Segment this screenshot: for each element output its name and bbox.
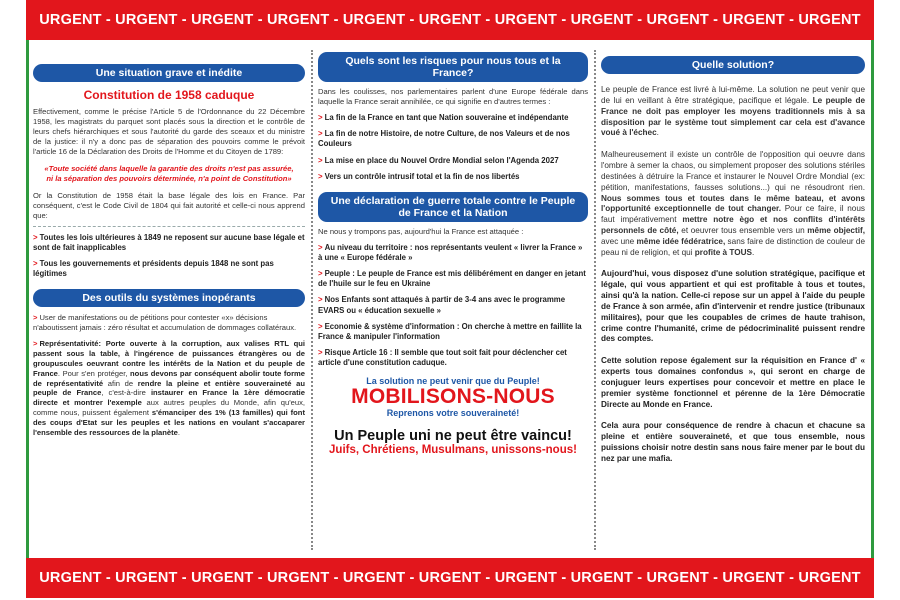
paragraph-consequence: Cela aura pour conséquence de rendre à chacun et chacune sa pleine et entière souveraineté, et que tous ensemble, nous puissions choisir notre destin sans nous faire mener par le bout du nez par une mafia. — [601, 421, 865, 463]
arrow-icon: > — [33, 259, 38, 269]
paragraph-text: avec une — [601, 236, 637, 246]
bullet-manifestations — [33, 313, 305, 333]
attack-item — [318, 269, 588, 289]
attack-item — [318, 348, 588, 368]
heading-risques: Quels sont les risques pour nous tous et la France? — [318, 52, 588, 82]
paragraph-text: . — [751, 247, 755, 257]
arrow-icon: > — [318, 171, 323, 181]
divider — [33, 226, 305, 227]
arrow-icon: > — [318, 242, 323, 252]
bullet-representativite — [33, 339, 305, 438]
paragraph-code-civil: Or la Constitution de 1958 était la base légale des lois en France. Par conséquent, c'est le Code Civil de 1804 qui fait autorité et celle-ci nous apprend que: — [33, 190, 305, 220]
paragraph-bold: Nous sommes tous et toutes dans le même bateau, et avons l'opportunité exceptionnelle de tout changer. — [601, 193, 865, 214]
attack-text: Au niveau du territoire : nos représentants veulent « livrer la France » à une « Europe fédérale » — [318, 242, 583, 263]
paragraph-bold: même objectif, — [807, 226, 865, 235]
bullet-bold: s'émanciper des 1% (13 familles) qui font des coups d'Etat sur les peuples et les nations en voulant s'accaparer l'ensemble des ressources de la planète — [33, 408, 305, 437]
column-risques — [318, 46, 588, 554]
attack-item — [318, 243, 588, 263]
bullet-text: Tous les gouvernements et présidents depuis 1848 ne sont pas légitimes — [33, 259, 274, 279]
bullet-lead: Représentativité: Porte ouverte à la corruption, aux valises RTL qui passent sous la table, à l'ingérence de puissances étrangères ou de groupuscules oeuvrant contre les intérêts de la Nation et du peuple de France — [33, 339, 305, 378]
bullet-text: , c'est-à-dire — [101, 388, 151, 398]
heading-declaration: Une déclaration de guerre totale contre le Peuple de France et la Nation — [318, 192, 588, 222]
right-green-edge — [871, 40, 874, 558]
paragraph-coulisses: Dans les coulisses, nos parlementaires parlent d'une Europe fédérale dans laquelle la France serait annihilée, ce qui signifie en d'autres termes : — [318, 87, 588, 107]
risk-text: Vers un contrôle intrusif total et la fin de nos libertés — [324, 171, 520, 181]
heading-outils: Des outils du systèmes inopérants — [33, 289, 305, 307]
paragraph-text: Le peuple de France est livré à lui-même. La solution ne peut venir que de lui en veillant à être stratégique, pacifique et légale. — [601, 85, 865, 105]
paragraph-ordonnance: Effectivement, comme le précise l'Article 5 de l'Ordonnance du 22 Décembre 1958, les magistrats du parquet sont placés sous la direction et le contrôle de leurs chefs hiérarchiques et sous l'autorité du garde des sceaux et du ministre de la justice: il n'y a donc pas de séparation des pouvoirs comme le prévoit l'article 16 de la Déclaration des Droits de l'Homme et du Citoyen de 1789: — [33, 107, 305, 157]
bullet-text: aux autres peuples du Monde, afin qu'eux, comme nous, puissent également — [33, 398, 305, 418]
bullet-text: afin de — [103, 378, 138, 388]
paragraph-bold: Le peuple de France ne doit pas employer les moyens traditionnels mis à sa disposition par le système tout simplement car cela est d'avance voué à l'échec — [601, 95, 865, 138]
mobilisation-subtitle: Reprenons votre souveraineté! — [386, 408, 520, 419]
heading-solution: Quelle solution? — [601, 56, 865, 74]
paragraph-text: . — [656, 128, 659, 138]
risk-text: La mise en place du Nouvel Ordre Mondial selon l'Agenda 2027 — [324, 155, 559, 165]
column-divider — [311, 50, 313, 550]
arrow-icon: > — [33, 232, 38, 242]
arrow-icon: > — [318, 295, 323, 305]
risk-text: La fin de notre Histoire, de notre Culture, de nos Valeurs et de nos Couleurs — [318, 129, 570, 149]
arrow-icon: > — [318, 347, 323, 357]
top-urgent-banner: URGENT - URGENT - URGENT - URGENT - URGENT - URGENT - URGENT - URGENT - URGENT - URGENT - URGENT — [26, 0, 874, 40]
bullet-lois — [33, 233, 305, 253]
column-solution — [601, 46, 865, 554]
bullet-text: . Pour s'en protéger, — [57, 368, 131, 378]
bullet-text: User de manifestations ou de pétitions pour contester «x» décisions n'aboutissent jamais : zéro résultat et accumulation de dommages collatéraux. — [33, 313, 297, 333]
paragraph-livre — [601, 85, 865, 139]
slogan-peuple-uni: Un Peuple uni ne peut être vaincu! — [334, 428, 572, 445]
arrow-icon: > — [318, 155, 323, 165]
arrow-icon: > — [318, 129, 323, 139]
bullet-text: . — [177, 427, 181, 437]
paragraph-controle — [601, 150, 865, 258]
quote-ddhc: «Toute société dans laquelle la garantie des droits n'est pas assurée, ni la séparation des pouvoirs déterminée, n'a point de Constitution» — [44, 164, 294, 183]
bullet-gouvernements — [33, 259, 305, 279]
attack-text: Nos Enfants sont attaqués à partir de 3-4 ans avec le programme EVARS ou « éducation sexuelle » — [318, 295, 566, 315]
arrow-icon: > — [33, 313, 38, 323]
risk-item — [318, 113, 588, 123]
paragraph-text: Pour ce faire, il nous faut impérativement — [601, 204, 865, 225]
risk-item — [318, 172, 588, 182]
bullet-text: Toutes les lois ultérieures à 1849 ne reposent sur aucune base légale et sont de fait inapplicables — [33, 232, 305, 253]
subtitle-constitution: Constitution de 1958 caduque — [83, 88, 255, 103]
slogan-unissons: Juifs, Chrétiens, Musulmans, unissons-nous! — [329, 444, 577, 457]
paragraph-solution-armee: Aujourd'hui, vous disposez d'une solution stratégique, pacifique et légale, qui vous appartient et qui est profitable à tous et toutes, ainsi qu'à la nation. Celle-ci repose sur un appel à l'aide du peuple de France à son armée, afin d'intervenir et rendre justice (tribunaux militaires), pour que les coupables de crimes de haute trahison, crime contre l'humanité, crime de pédocriminalité puissent rendre des comptes. — [601, 269, 865, 344]
column-situation — [33, 46, 305, 554]
paragraph-bold: mettre notre ègo et nos conflits d'intérêts personnels de côté, — [601, 215, 865, 235]
paragraph-bold: profite à TOUS — [694, 247, 752, 257]
risk-item — [318, 156, 588, 166]
bullet-bold: nous devons par conséquent abolir toute forme de représentativité — [33, 368, 305, 388]
mobilisation-block — [318, 376, 588, 456]
arrow-icon: > — [318, 113, 323, 123]
attack-text: Economie & système d'information : On cherche à mettre en faillite la France & manipuler l'information — [318, 321, 582, 341]
bottom-urgent-banner: URGENT - URGENT - URGENT - URGENT - URGENT - URGENT - URGENT - URGENT - URGENT - URGENT - URGENT — [26, 558, 874, 598]
attack-text: Peuple : Le peuple de France est mis délibérément en danger en jetant de l'huile sur le feu en Ukraine — [318, 269, 586, 289]
arrow-icon: > — [318, 321, 323, 331]
arrow-icon: > — [33, 339, 38, 349]
risk-item — [318, 129, 588, 149]
risk-text: La fin de la France en tant que Nation souveraine et indépendante — [324, 113, 569, 123]
attack-item — [318, 322, 588, 342]
bullet-bold: rendre la pleine et entière souveraineté au peuple de France — [33, 378, 305, 398]
paragraph-requisition: Cette solution repose également sur la réquisition en France d' « experts tous domaines confondus », qui seront en charge de conjuguer leurs expertises pour concevoir et mettre en place le premier système fonctionnel et pérenne de la 1ère Démocratie Directe au Monde en France. — [601, 356, 865, 409]
attack-text: Risque Article 16 : Il semble que tout soit fait pour déclencher cet article d'une constitution caduque. — [318, 347, 567, 368]
heading-situation: Une situation grave et inédite — [33, 64, 305, 82]
paragraph-text: et oeuvrer tous ensemble vers un — [678, 226, 808, 235]
arrow-icon: > — [318, 269, 323, 279]
paragraph-bold: même idée fédératrice, — [636, 236, 726, 246]
paragraph-text: sans faire de distinction de couleur de peau ni de religion, et qui — [601, 236, 865, 257]
mobilisation-intro: La solution ne peut venir que du Peuple! — [366, 376, 540, 387]
bullet-bold: instaurer en France la 1ère démocratie directe et montrer l'exemple — [33, 388, 305, 408]
left-green-edge — [26, 40, 29, 558]
paragraph-text: Malheureusement il existe un contrôle de l'opposition qui oeuvre dans l'ombre à semer la chaos, ou simplement proposer des solutions stériles destinées à détruire la France et instaurer le Nouvel Ordre Mondial (ex: pétition, manifestations, fausses solutions...) qui ne résoudront rien. — [601, 150, 865, 192]
column-divider — [594, 50, 596, 550]
mobilisation-title: MOBILISONS-NOUS — [351, 385, 555, 409]
attack-item — [318, 295, 588, 315]
paragraph-attaquee: Ne nous y trompons pas, aujourd'hui la France est attaquée : — [318, 226, 524, 236]
